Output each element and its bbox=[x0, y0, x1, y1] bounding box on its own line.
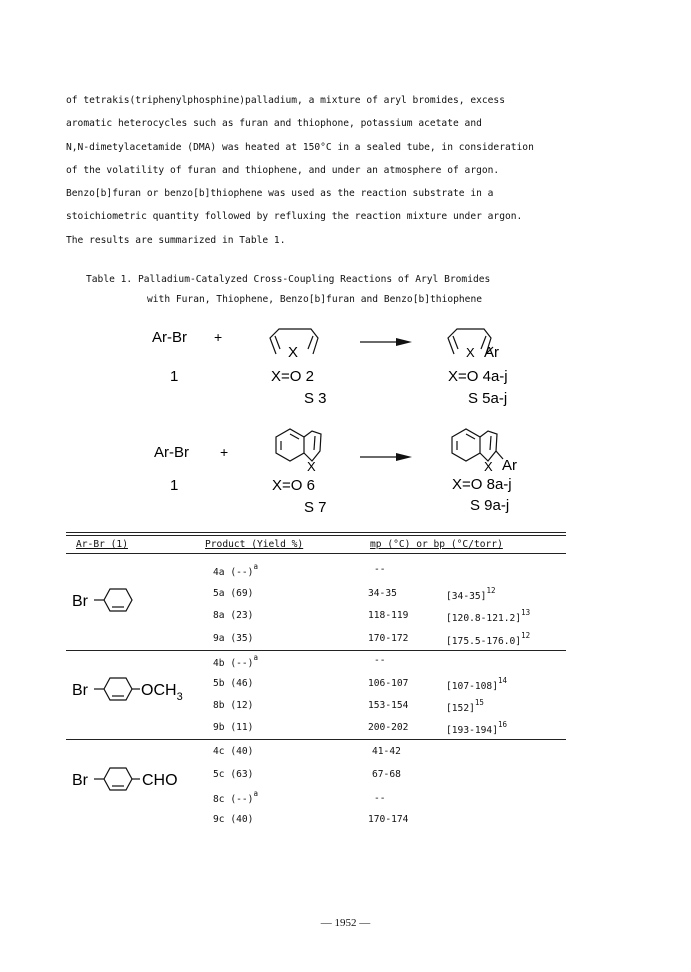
mp-cell: 34-35 bbox=[368, 588, 397, 599]
phenyl-ring-icon bbox=[94, 589, 132, 611]
arrowhead-icon bbox=[396, 338, 412, 346]
mp-cell: 200-202 bbox=[368, 722, 409, 733]
product-label: S 5a-j bbox=[468, 390, 508, 407]
paragraph-line: aromatic heterocycles such as furan and thiophone, potassium acetate and bbox=[66, 118, 482, 130]
hetero-atom-label: X bbox=[307, 459, 316, 474]
literature-cell: $[107-108]^{14}$ bbox=[446, 676, 508, 693]
aryl-bromide-label: Br bbox=[72, 593, 88, 610]
product-yield-cell: 8c $(--)^a$ bbox=[213, 789, 258, 806]
table-top-rule bbox=[66, 532, 566, 533]
aryl-bromide-label: Br bbox=[72, 772, 88, 789]
reactant-label: Ar-Br bbox=[152, 329, 187, 346]
mp-cell: -- bbox=[374, 793, 386, 804]
product-yield-cell: 9b (11) bbox=[213, 722, 254, 733]
plus-sign: + bbox=[220, 444, 229, 460]
heterocycle-ring-icon bbox=[270, 329, 318, 354]
group-divider bbox=[66, 650, 566, 651]
product-yield-cell: 4a $(--)^a$ bbox=[213, 562, 258, 579]
product-substituent-label: Ar bbox=[502, 457, 517, 474]
table-caption bbox=[86, 270, 490, 310]
product-atom-label: X bbox=[466, 345, 475, 360]
mp-cell: 67-68 bbox=[372, 769, 401, 780]
product-label: S 9a-j bbox=[470, 497, 510, 514]
reactant-number: 1 bbox=[170, 368, 179, 385]
heterocycle-label: X=O 2 bbox=[271, 368, 314, 385]
mp-cell: 41-42 bbox=[372, 746, 401, 757]
page-number: — 1952 — bbox=[320, 917, 371, 929]
product-yield-cell: 9c (40) bbox=[213, 814, 254, 825]
caption-line-2: with Furan, Thiophene, Benzo[b]furan and Benzo[b]thiophene bbox=[147, 294, 483, 305]
column-header: Ar-Br (1) bbox=[76, 539, 128, 550]
paragraph-line: Benzo[b]furan or benzo[b]thiophene was used as the reaction substrate in a bbox=[66, 188, 494, 200]
table-top-rule-2 bbox=[66, 535, 566, 536]
literature-cell: $[34-35]^{12}$ bbox=[446, 586, 496, 603]
methoxyphenyl-ring-icon bbox=[94, 678, 140, 700]
product-yield-cell: 5c (63) bbox=[213, 769, 254, 780]
mp-cell: 170-174 bbox=[368, 814, 409, 825]
plus-sign: + bbox=[214, 329, 223, 345]
heterocycle-label: X=O 6 bbox=[272, 477, 315, 494]
column-header: Product (Yield %) bbox=[205, 539, 304, 550]
product-label: X=O 4a-j bbox=[448, 368, 508, 385]
paragraph-line: of the volatility of furan and thiophene, and under an atmosphere of argon. bbox=[66, 164, 500, 176]
aryl-substituent-label: CHO bbox=[142, 772, 178, 789]
product-label: X=O 8a-j bbox=[452, 476, 512, 493]
mp-cell: 106-107 bbox=[368, 678, 409, 689]
mp-cell: -- bbox=[374, 564, 386, 575]
literature-cell: $[152]^{15}$ bbox=[446, 698, 484, 715]
product-yield-cell: 5a (69) bbox=[213, 588, 254, 599]
body-paragraph bbox=[66, 89, 626, 252]
mp-cell: 153-154 bbox=[368, 700, 409, 711]
product-substituent-label: Ar bbox=[484, 344, 499, 361]
aryl-bromide-label: Br bbox=[72, 682, 88, 699]
literature-cell: $[120.8-121.2]^{13}$ bbox=[446, 608, 531, 625]
formylphenyl-ring-icon bbox=[94, 768, 140, 790]
product-yield-cell: 8a (23) bbox=[213, 610, 254, 621]
heterocycle-label: S 3 bbox=[304, 390, 327, 407]
benzo-heterocycle-product-icon bbox=[452, 429, 503, 461]
mp-cell: 118-119 bbox=[368, 610, 409, 621]
benzo-heterocycle-ring-icon bbox=[276, 429, 321, 461]
aryl-substituent-label: $OCH_3$ bbox=[141, 682, 183, 703]
group-divider bbox=[66, 739, 566, 740]
product-atom-label: X bbox=[484, 459, 493, 474]
mp-cell: 170-172 bbox=[368, 633, 409, 644]
hetero-atom-label: X bbox=[288, 344, 299, 361]
product-yield-cell: 4c (40) bbox=[213, 746, 254, 757]
product-yield-cell: 5b (46) bbox=[213, 678, 254, 689]
paragraph-line: of tetrakis(triphenylphosphine)palladium, a mixture of aryl bromides, excess bbox=[66, 95, 505, 106]
product-yield-cell: 4b $(--)^a$ bbox=[213, 653, 258, 670]
literature-cell: $[175.5-176.0]^{12}$ bbox=[446, 631, 531, 648]
literature-cell: $[193-194]^{16}$ bbox=[446, 720, 508, 737]
heterocycle-product-ring-icon bbox=[448, 329, 493, 354]
paragraph-line: N,N-dimetylacetamide (DMA) was heated at 150°C in a sealed tube, in consideration bbox=[66, 141, 534, 153]
paragraph-line: stoichiometric quantity followed by refluxing the reaction mixture under argon. bbox=[66, 211, 523, 223]
reactant-number: 1 bbox=[170, 477, 179, 494]
mp-cell: -- bbox=[374, 655, 386, 666]
reactant-label: Ar-Br bbox=[154, 444, 189, 461]
product-yield-cell: 8b (12) bbox=[213, 700, 254, 711]
table-header-rule bbox=[66, 553, 566, 554]
caption-line-1: Table 1. Palladium-Catalyzed Cross-Coupling Reactions of Aryl Bromides bbox=[86, 274, 491, 285]
product-yield-cell: 9a (35) bbox=[213, 633, 254, 644]
column-header: mp (°C) or bp (°C/torr) bbox=[370, 539, 503, 550]
arrowhead-icon bbox=[396, 453, 412, 461]
heterocycle-label: S 7 bbox=[304, 499, 327, 516]
paragraph-line: The results are summarized in Table 1. bbox=[66, 234, 286, 246]
